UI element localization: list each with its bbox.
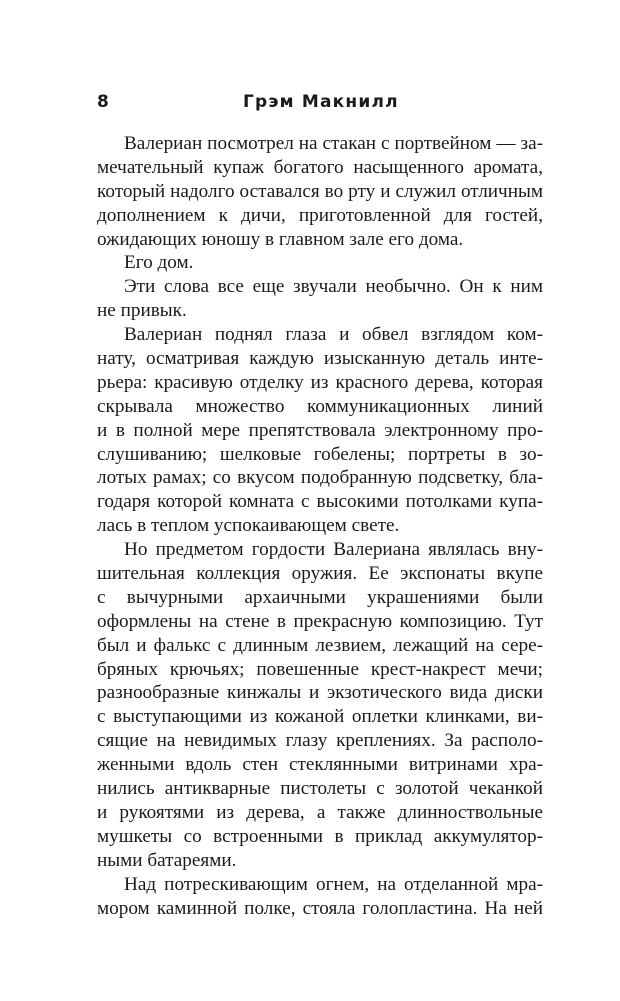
- paragraph: [97, 275, 543, 323]
- text-line: слушиванию; шелковые гобелены; портреты в зо-: [97, 443, 543, 465]
- text-line: с выступающими из кожаной оплетки клинками, ви-: [97, 706, 543, 728]
- text-line: ожидающих юношу в главном зале его дома.: [97, 228, 464, 250]
- text-line: мушкеты со встроенными в приклад аккумулятор-: [97, 825, 543, 847]
- paragraph: [97, 538, 543, 872]
- page-number: 8: [97, 92, 109, 112]
- text-line: скрывала множество коммуникационных линий: [97, 395, 543, 417]
- paragraph: [97, 873, 543, 921]
- text-line: лась в теплом успокаивающем свете.: [97, 515, 400, 537]
- body-text: [97, 132, 543, 920]
- paragraph: [97, 251, 543, 275]
- text-line: и в полной мере препятствовала электронному про-: [97, 419, 543, 441]
- text-line: нату, осматривая каждую изысканную деталь инте-: [97, 348, 543, 370]
- text-line: мором каминной полке, стояла голопластина. На ней: [97, 897, 543, 919]
- text-line: Над потрескивающим огнем, на отделанной мра-: [124, 873, 543, 895]
- text-line: который надолго оставался во рту и служил отличным: [97, 180, 543, 202]
- running-head: [97, 92, 543, 116]
- text-line: годаря которой комната с высокими потолками купа-: [97, 491, 543, 513]
- text-line: с вычурными архаичными украшениями были: [97, 586, 543, 608]
- text-line: нились антикварные пистолеты с золотой чеканкой: [97, 778, 543, 800]
- paragraph: [97, 323, 543, 538]
- text-line: и рукоятями из дерева, а также длинноствольные: [97, 801, 543, 823]
- text-line: женными вдоль стен стеклянными витринами хра-: [97, 754, 543, 776]
- text-line: лотых рамах; со вкусом подобранную подсветку, бла-: [97, 467, 543, 489]
- text-line: дополнением к дичи, приготовленной для гостей,: [97, 204, 543, 226]
- text-line: оформлены на стене в прекрасную композицию. Тут: [97, 610, 543, 632]
- text-line: не привык.: [97, 300, 187, 322]
- running-title: Грэм Макнилл: [243, 92, 399, 112]
- text-line: ными батареями.: [97, 849, 237, 871]
- paragraph: [97, 132, 543, 251]
- text-line: был и фалькс с длинным лезвием, лежащий на сере-: [97, 634, 543, 656]
- text-line: бряных крючьях; повешенные крест-накрест мечи;: [97, 658, 543, 680]
- text-line: рьера: красивую отделку из красного дерева, которая: [97, 371, 543, 393]
- text-line: мечательный купаж богатого насыщенного аромата,: [97, 156, 543, 178]
- text-line: Валериан посмотрел на стакан с портвейном — за-: [124, 133, 543, 154]
- text-line: Эти слова все еще звучали необычно. Он к ним: [124, 276, 543, 298]
- text-line: сящие на невидимых глазу креплениях. За располо-: [97, 730, 543, 752]
- text-line: шительная коллекция оружия. Ее экспонаты вкупе: [97, 563, 543, 585]
- text-line: Его дом.: [124, 252, 194, 274]
- text-line: разнообразные кинжалы и экзотического вида диски: [97, 682, 543, 704]
- text-line: Валериан поднял глаза и обвел взглядом ком-: [124, 324, 543, 346]
- text-line: Но предметом гордости Валериана являлась вну-: [124, 539, 543, 561]
